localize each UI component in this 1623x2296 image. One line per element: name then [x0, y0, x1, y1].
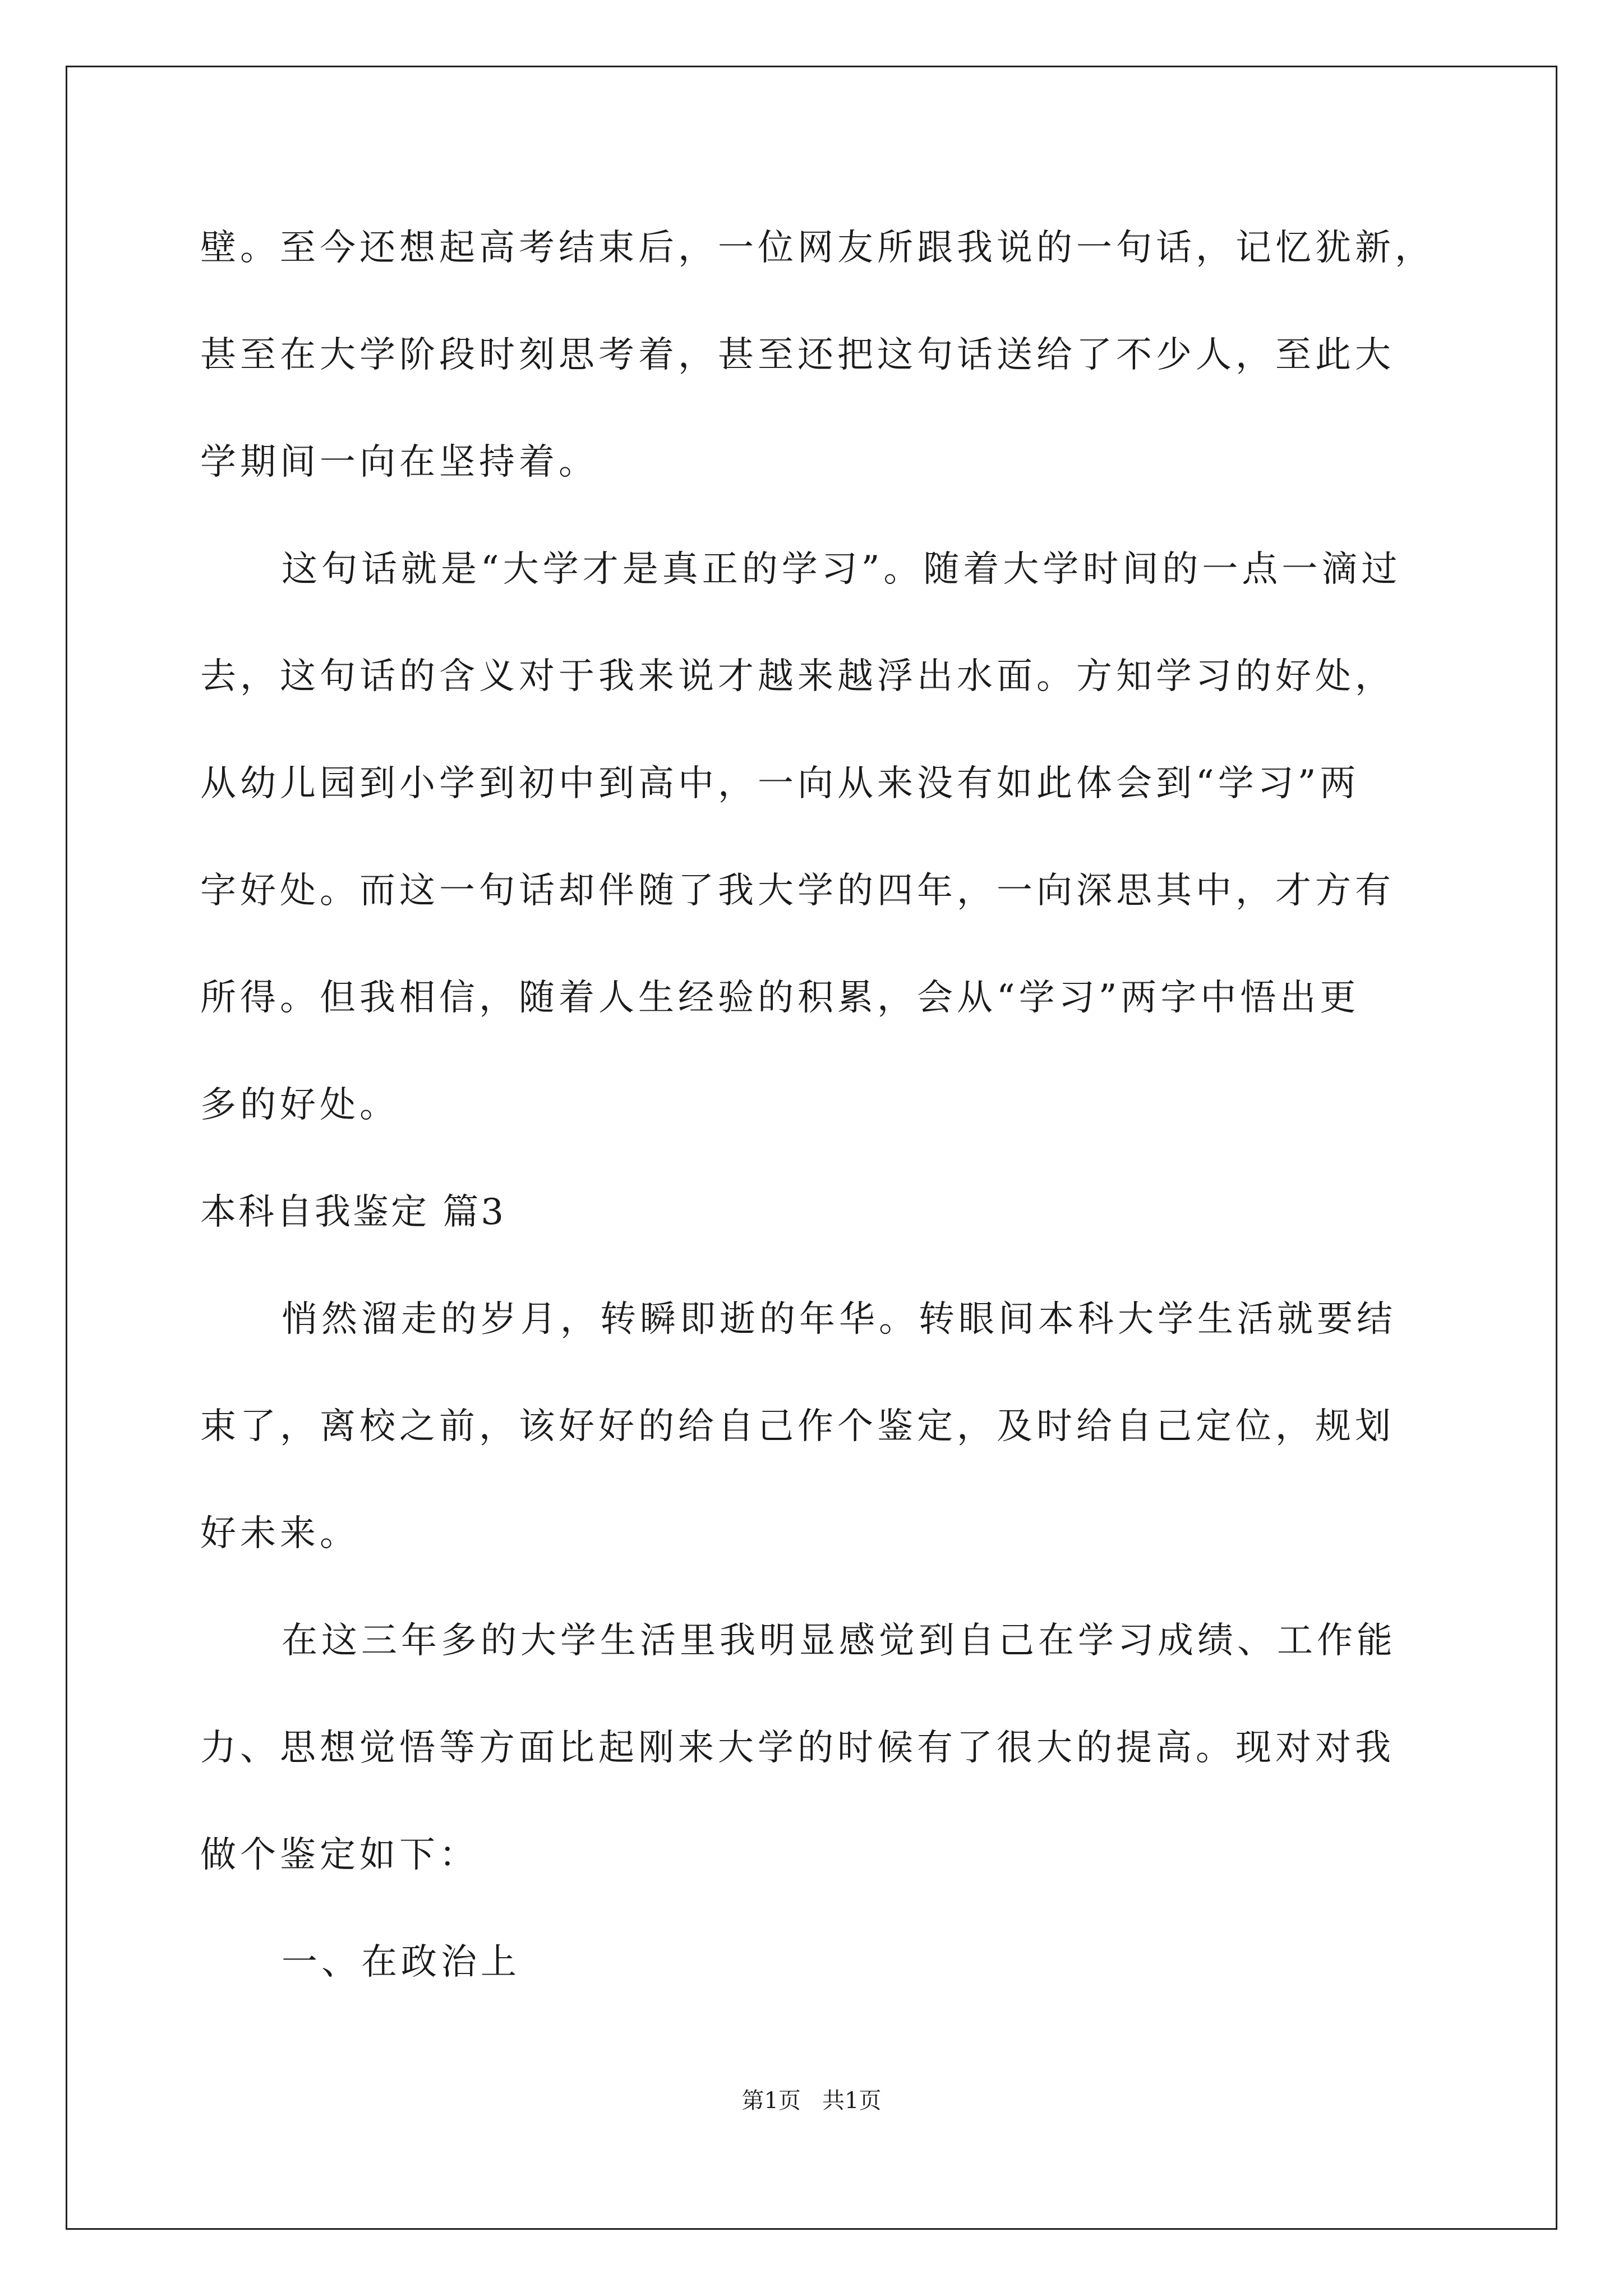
text-line: 在这三年多的大学生活里我明显感觉到自己在学习成绩、工作能	[282, 1620, 1396, 1662]
text-line: 多的好处。	[200, 1084, 399, 1126]
text-line: 壁。至今还想起高考结束后，一位网友所跟我说的一句话，记忆犹新，	[200, 227, 1435, 269]
text-line: 一、在政治上	[282, 1941, 520, 1983]
page-number-footer: 第1页 共1页	[741, 2088, 882, 2114]
text-line: 去，这句话的含义对于我来说才越来越浮出水面。方知学习的好处，	[200, 656, 1395, 697]
text-line: 好未来。	[200, 1513, 359, 1554]
text-line: 从幼儿园到小学到初中到高中，一向从来没有如此体会到“学习”两	[200, 763, 1360, 804]
text-line: 这句话就是“大学才是真正的学习”。随着大学时间的一点一滴过	[282, 549, 1401, 590]
text-line: 力、思想觉悟等方面比起刚来大学的时候有了很大的提高。现对对我	[200, 1727, 1395, 1769]
section-heading: 本科自我鉴定 篇3	[200, 1191, 506, 1233]
text-line: 所得。但我相信，随着人生经验的积累，会从“学习”两字中悟出更	[200, 977, 1360, 1019]
text-line: 做个鉴定如下：	[200, 1834, 479, 1876]
text-line: 束了，离校之前，该好好的给自己作个鉴定，及时给自己定位，规划	[200, 1406, 1395, 1447]
text-line: 悄然溜走的岁月，转瞬即逝的年华。转眼间本科大学生活就要结	[282, 1299, 1396, 1340]
text-line: 字好处。而这一句话却伴随了我大学的四年，一向深思其中，才方有	[200, 870, 1395, 912]
page-border	[66, 66, 1557, 2230]
text-line: 甚至在大学阶段时刻思考着，甚至还把这句话送给了不少人，至此大	[200, 334, 1395, 376]
text-line: 学期间一向在坚持着。	[200, 441, 598, 483]
